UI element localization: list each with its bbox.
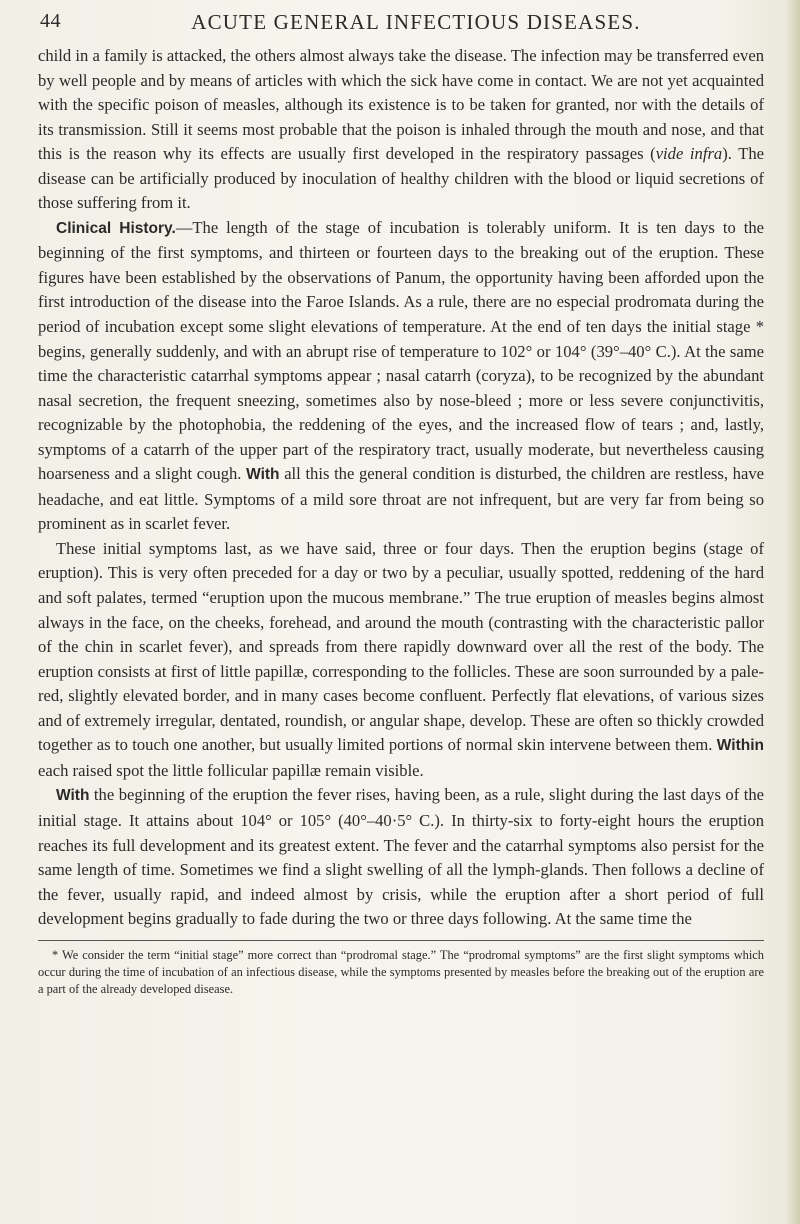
paragraph-1-italic: vide infra bbox=[655, 144, 723, 164]
paragraph-2-strong: With bbox=[246, 466, 280, 484]
paragraph-4-strong: With bbox=[56, 787, 90, 805]
paragraph-3 bbox=[38, 537, 764, 783]
paragraph-1-text: child in a family is attacked, the others almost always take the disease. The infection may be transferred even by well people and by means of articles with which the sick have come in contact. We are not yet acquainted with the specific poison of measles, although its existence is to be taken for granted, nor with the details of its transmission. Still it seems most probable that the poison is inhaled through the mouth and nose, and that this is the reason why its effects are usually first developed in the respiratory passages ( bbox=[38, 46, 764, 164]
page-number: 44 bbox=[40, 10, 61, 32]
page-header bbox=[38, 8, 764, 42]
body-text bbox=[38, 44, 764, 932]
running-head: ACUTE GENERAL INFECTIOUS DISEASES. bbox=[191, 10, 641, 34]
section-heading-clinical-history: Clinical History. bbox=[56, 219, 176, 237]
paragraph-2 bbox=[38, 216, 764, 537]
footnote: * We consider the term “initial stage” more correct than “prodromal stage.” The “prodromal symptoms” are the first slight symptoms which occur during the time of incubation of an infectious disease, while the symptoms presented by measles before the breaking out of the eruption are a part of the already developed disease. bbox=[38, 947, 764, 996]
footnote-divider bbox=[38, 940, 764, 941]
paragraph-2-text: —The length of the stage of incubation is tolerably uniform. It is ten days to the beginning of the first symptoms, and thirteen or fourteen days to the breaking out of the eruption. These figures have been established by the observations of Panum, the opportunity having been afforded upon the first introduction of the disease into the Faroe Islands. As a rule, there are no especial prodromata during the period of incubation except some slight elevations of temperature. At the end of ten days the initial stage * begins, generally suddenly, and with an abrupt rise of temperature to 102° or 104° (39°–40° C.). At the same time the characteristic catarrhal symptoms appear ; nasal catarrh (coryza), to be recognized by the abundant nasal secretion, the frequent sneezing, sometimes also by nose-bleed ; more or less severe conjunctivitis, recognizable by the photophobia, the reddening of the eyes, and the increased flow of tears ; and, lastly, symptoms of a catarrh of the upper part of the respiratory tract, usually moderate, but nevertheless causing hoarseness and a slight cough. bbox=[38, 217, 764, 484]
paragraph-3-end: each raised spot the little follicular papillæ remain visible. bbox=[38, 760, 424, 780]
paragraph-3-strong: Within bbox=[716, 737, 764, 755]
paragraph-4-text: the beginning of the eruption the fever rises, having been, as a rule, slight during the last days of the initial stage. It attains about 104° or 105° (40°–40·5° C.). In thirty-six to forty-eight hours the eruption reaches its full development and its greatest extent. The fever and the catarrhal symptoms also persist for the same length of time. Sometimes we find a slight swelling of all the lymph-glands. Then follows a decline of the fever, usually rapid, and indeed almost by crisis, while the eruption after a short period of full development begins gradually to fade during the two or three days following. At the same time the bbox=[38, 785, 764, 929]
paragraph-2-end: all this the general condition is disturbed, the children are restless, have headache, and eat little. Symptoms of a mild sore throat are not infrequent, but are very far from being so prominent as in scarlet fever. bbox=[38, 464, 764, 534]
paragraph-4 bbox=[38, 783, 764, 931]
page-edge-shadow bbox=[786, 0, 800, 1224]
paragraph-3-text: These initial symptoms last, as we have said, three or four days. Then the eruption begins (stage of eruption). This is very often preceded for a day or two by a peculiar, usually spotted, reddening of the hard and soft palates, termed “eruption upon the mucous membrane.” The true eruption of measles begins almost always in the face, on the cheeks, forehead, and around the mouth (contrasting with the characteristic pallor of the chin in scarlet fever), and spreads from there rapidly downward over all the rest of the body. The eruption consists at first of little papillæ, corresponding to the follicles. These are soon surrounded by a pale-red, slightly elevated border, and in many cases become confluent. Perfectly flat elevations, of various sizes and of extremely irregular, dentated, roundish, or angular shape, develop. These are often so thickly crowded together as to touch one another, but usually limited portions of normal skin intervene between them. bbox=[38, 538, 764, 755]
paragraph-1 bbox=[38, 44, 764, 216]
paragraph-1-end: ). The disease can be artificially produced by inoculation of healthy children with the blood or liquid secretions of those suffering from it. bbox=[38, 144, 765, 213]
